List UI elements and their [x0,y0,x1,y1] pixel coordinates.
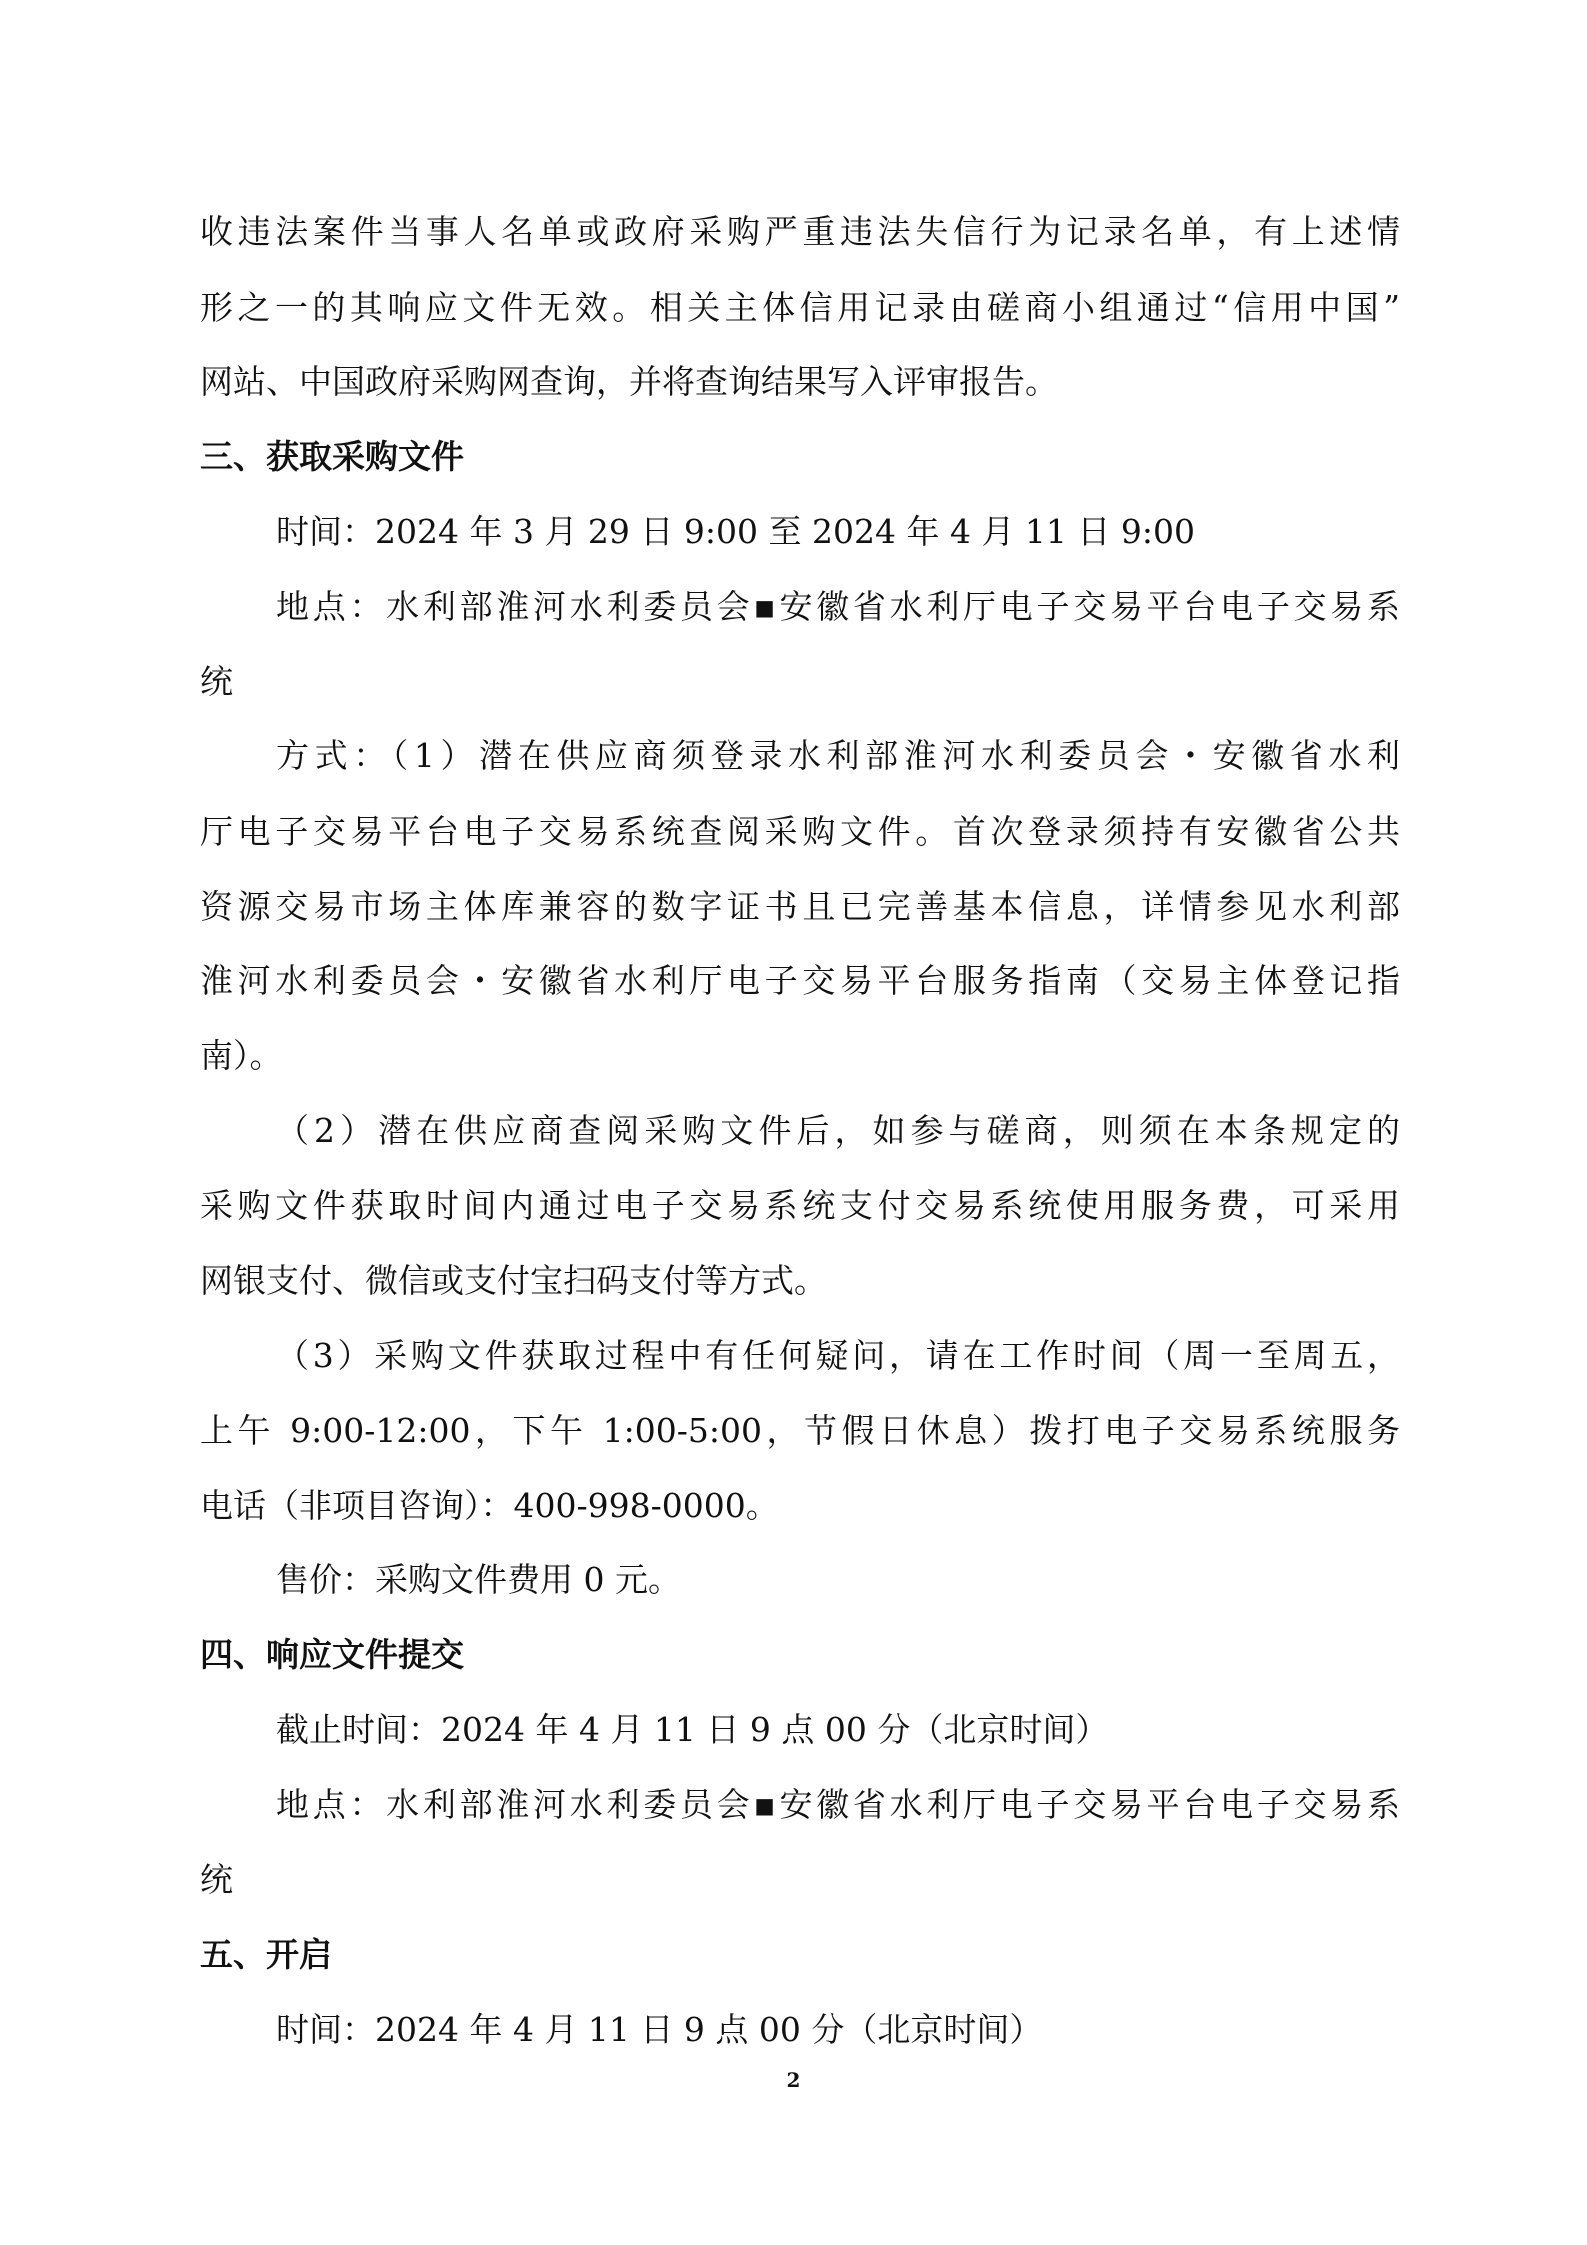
paragraph-line: 地点：水利部淮河水利委员会▪安徽省水利厅电子交易平台电子交易系 [276,587,1400,626]
paragraph-line: 厅电子交易平台电子交易系统查阅采购文件。首次登录须持有安徽省公共 [200,812,1400,851]
page-number: 2 [786,2068,801,2092]
paragraph-line: 网站、中国政府采购网查询，并将查询结果写入评审报告。 [200,362,1058,401]
section-heading-3: 三、获取采购文件 [200,437,464,476]
paragraph-line: 统 [200,1860,233,1899]
paragraph-line: 网银支付、微信或支付宝扫码支付等方式。 [200,1261,827,1300]
paragraph-line: 时间：2024 年 4 月 11 日 9 点 00 分（北京时间） [276,2010,1043,2049]
paragraph-line: 形之一的其响应文件无效。相关主体信用记录由磋商小组通过“信用中国” [200,288,1400,327]
paragraph-line: 电话（非项目咨询）：400-998-0000。 [200,1486,779,1525]
paragraph-line: 售价：采购文件费用 0 元。 [276,1560,681,1599]
section-heading-5: 五、开启 [200,1935,332,1974]
paragraph-line: 收违法案件当事人名单或政府采购严重违法失信行为记录名单，有上述情 [200,212,1400,251]
paragraph-line: （3）采购文件获取过程中有任何疑问，请在工作时间（周一至周五， [276,1336,1400,1375]
paragraph-line: 上午 9:00-12:00，下午 1:00-5:00，节假日休息）拨打电子交易系统服务 [200,1411,1400,1450]
paragraph-line: 截止时间：2024 年 4 月 11 日 9 点 00 分（北京时间） [276,1710,1109,1749]
paragraph-line: 地点：水利部淮河水利委员会▪安徽省水利厅电子交易平台电子交易系 [276,1785,1400,1824]
section-heading-4: 四、响应文件提交 [200,1635,464,1674]
paragraph-line: 淮河水利委员会・安徽省水利厅电子交易平台服务指南（交易主体登记指 [200,961,1400,1000]
paragraph-line: 采购文件获取时间内通过电子交易系统支付交易系统使用服务费，可采用 [200,1186,1400,1225]
paragraph-line: 方式：（1）潜在供应商须登录水利部淮河水利委员会・安徽省水利 [276,736,1400,775]
paragraph-line: 南）。 [200,1036,283,1075]
paragraph-line: （2）潜在供应商查阅采购文件后，如参与磋商，则须在本条规定的 [276,1111,1400,1150]
paragraph-line: 资源交易市场主体库兼容的数字证书且已完善基本信息，详情参见水利部 [200,887,1400,926]
paragraph-line: 统 [200,662,233,701]
paragraph-line: 时间：2024 年 3 月 29 日 9:00 至 2024 年 4 月 11 日 9:00 [276,512,1196,551]
